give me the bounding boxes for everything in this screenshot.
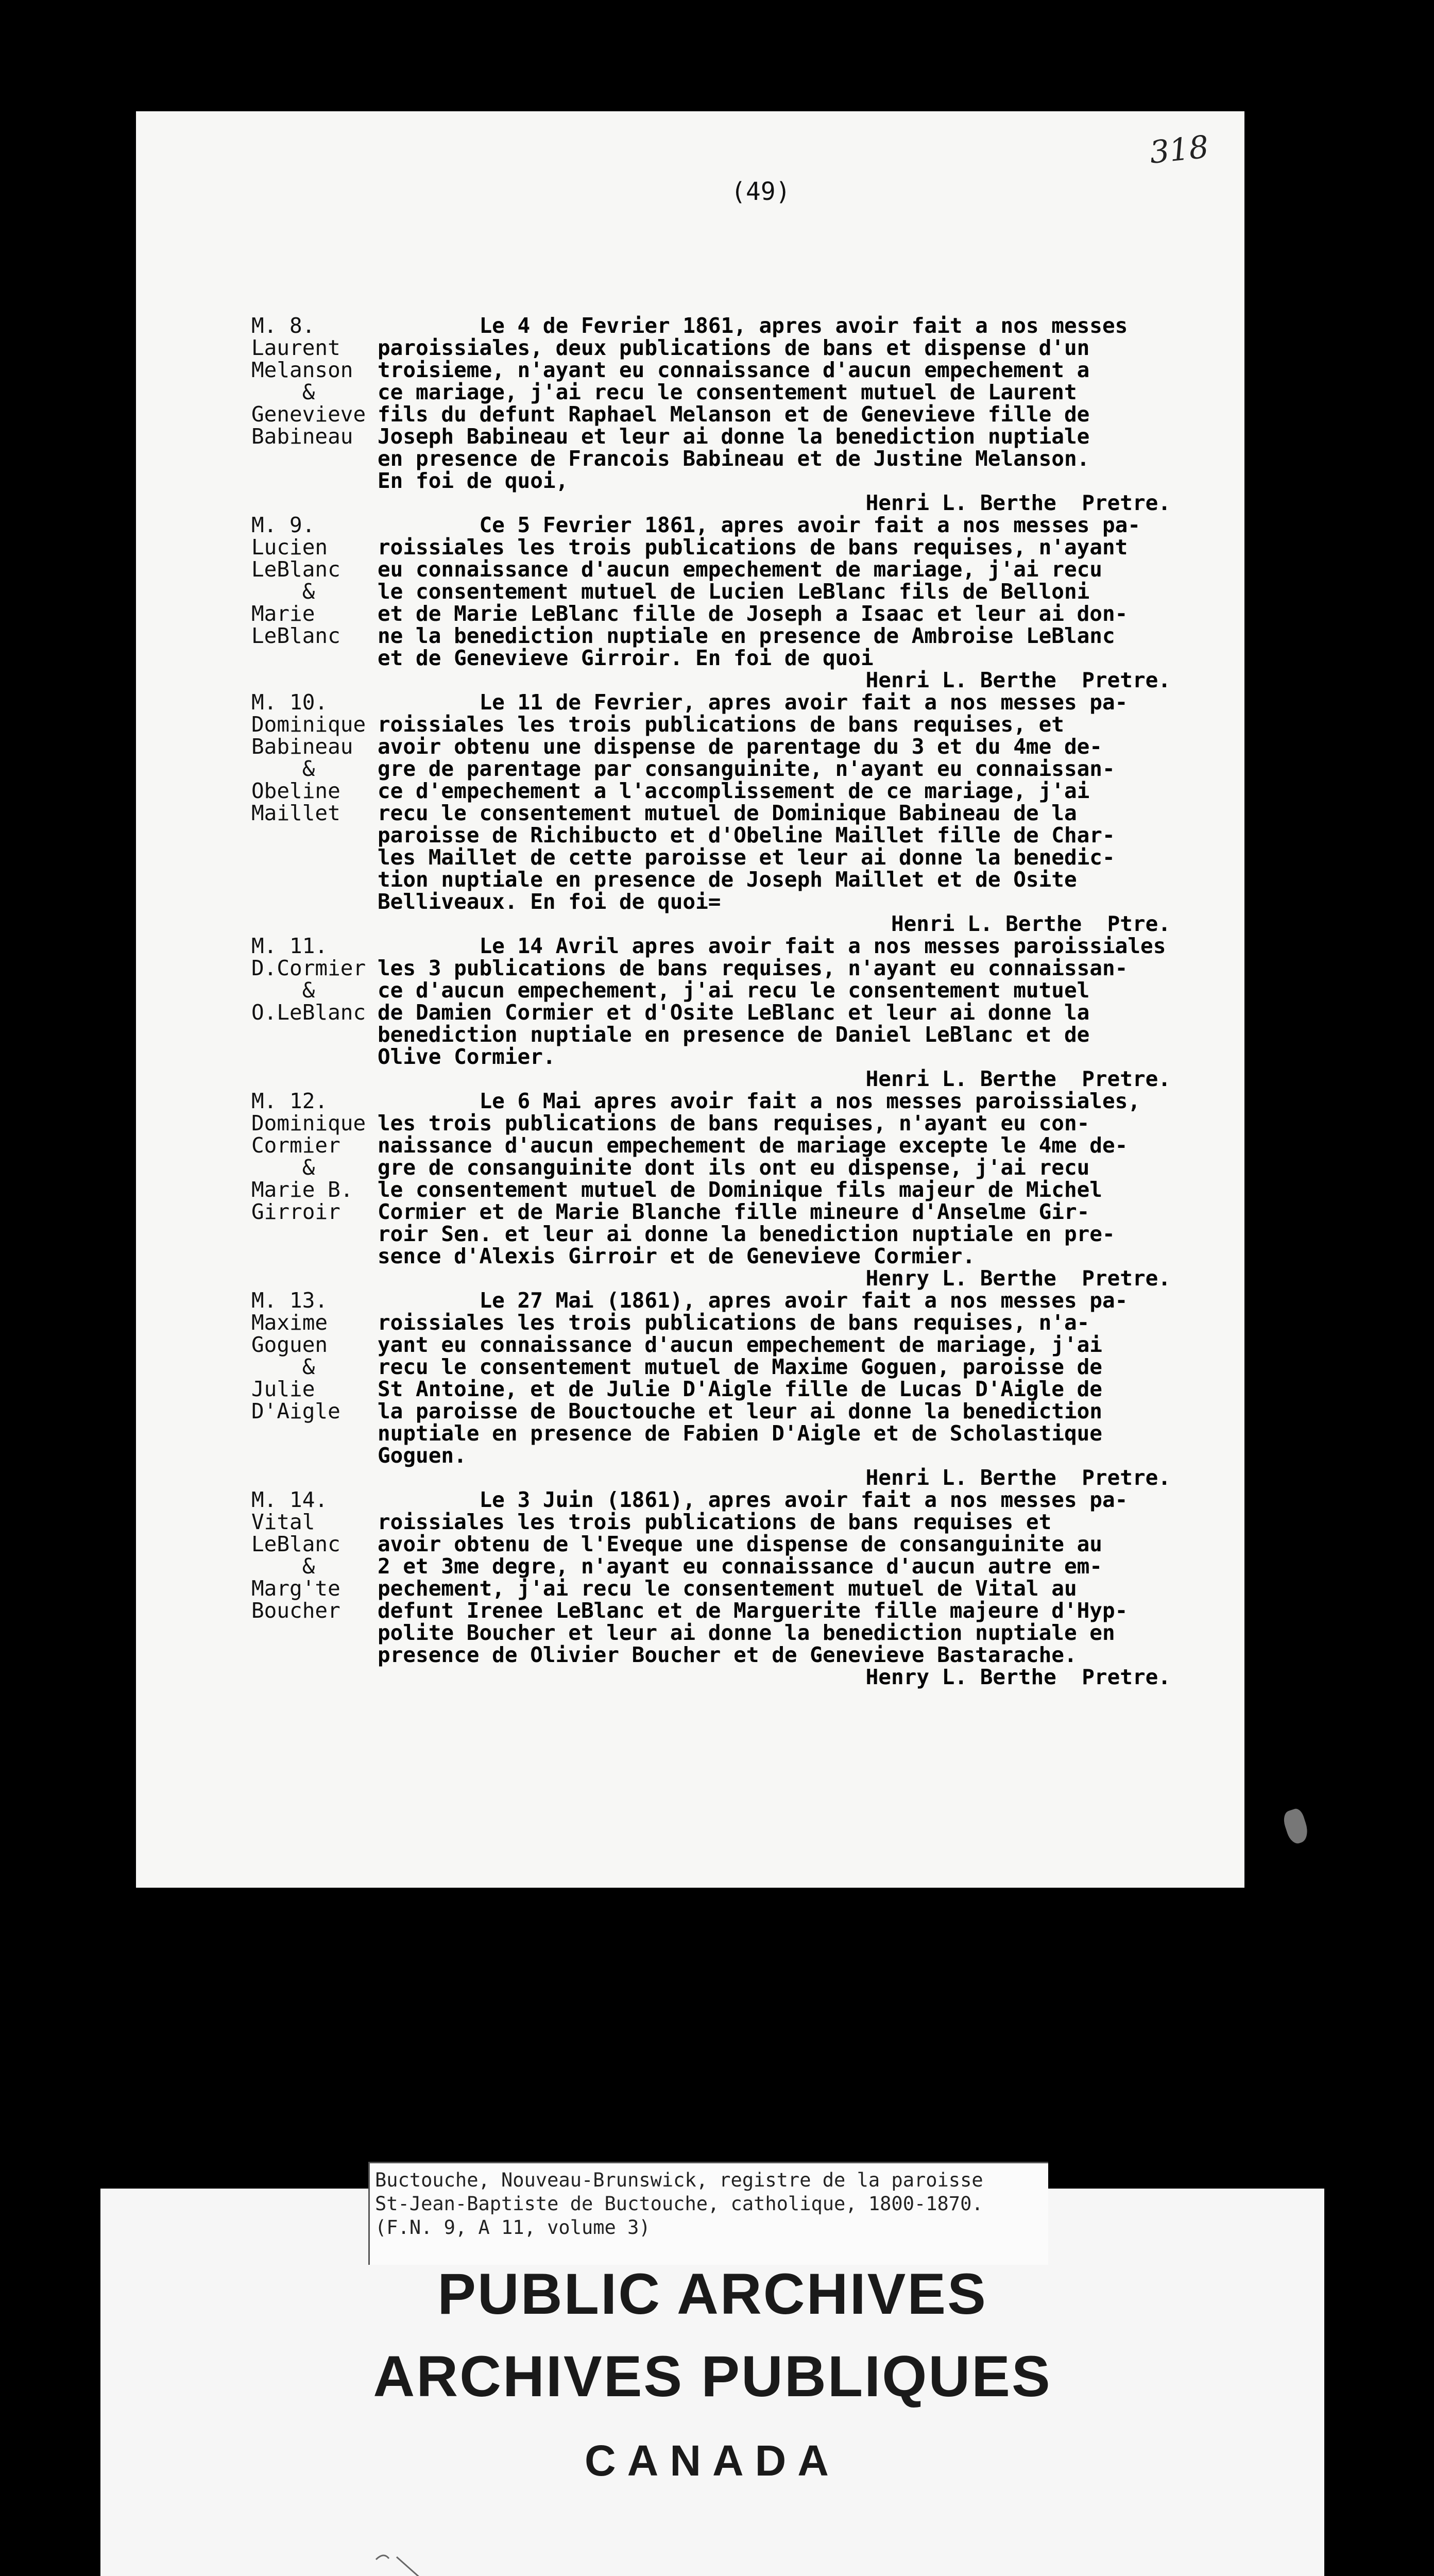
entry-text — [378, 315, 1230, 514]
text-line: ne la benediction nuptiale en presence de Ambroise LeBlanc — [378, 623, 1115, 648]
entry-margin-note — [251, 1489, 378, 1688]
entry-text — [378, 514, 1230, 691]
margin-line: Girroir — [251, 1199, 340, 1224]
marriage-entry — [251, 1090, 1230, 1290]
text-line: Le 4 de Fevrier 1861, apres avoir fait a nos messes — [378, 313, 1128, 338]
margin-line: Marie — [251, 601, 315, 626]
entry-text — [378, 691, 1230, 935]
margin-line: & — [251, 1155, 315, 1180]
text-line: ce d'aucun empechement, j'ai recu le consentement mutuel — [378, 978, 1090, 1003]
text-line: et de Marie LeBlanc fille de Joseph a Isaac et leur ai don- — [378, 601, 1128, 626]
text-line: les 3 publications de bans requises, n'ayant eu connaissan- — [378, 956, 1128, 980]
text-line: roissiales les trois publications de bans requises, n'a- — [378, 1310, 1090, 1335]
label-line: Buctouche, Nouveau-Brunswick, registre de la paroisse — [375, 2169, 983, 2191]
text-line: paroisse de Richibucto et d'Obeline Maillet fille de Char- — [378, 823, 1115, 848]
margin-line: Genevieve — [251, 402, 366, 427]
margin-line: Vital — [251, 1510, 315, 1534]
margin-line: M. 12. — [251, 1089, 328, 1113]
text-line: eu connaissance d'aucun empechement de mariage, j'ai recu — [378, 557, 1102, 582]
margin-line: Marie B. — [251, 1177, 353, 1202]
text-line: roissiales les trois publications de bans requises, et — [378, 712, 1064, 737]
text-line: Ce 5 Fevrier 1861, apres avoir fait a nos messes pa- — [378, 513, 1141, 537]
margin-line: M. 11. — [251, 934, 328, 958]
text-line: En foi de quoi, — [378, 468, 569, 493]
margin-line: & — [251, 1354, 315, 1379]
text-line: recu le consentement mutuel de Maxime Goguen, paroisse de — [378, 1354, 1102, 1379]
text-line: ce mariage, j'ai recu le consentement mutuel de Laurent — [378, 380, 1077, 404]
priest-signature: Henri L. Berthe Pretre. — [865, 1066, 1171, 1091]
text-line: presence de Olivier Boucher et de Genevieve Bastarache. — [378, 1642, 1077, 1667]
text-line: gre de consanguinite dont ils ont eu dispense, j'ai recu — [378, 1155, 1090, 1180]
text-line: le consentement mutuel de Lucien LeBlanc fils de Belloni — [378, 579, 1090, 604]
text-line: Le 3 Juin (1861), apres avoir fait a nos messes pa- — [378, 1487, 1128, 1512]
marriage-entry — [251, 315, 1230, 514]
text-line: defunt Irenee LeBlanc et de Marguerite fille majeure d'Hyp- — [378, 1598, 1128, 1623]
text-line: Goguen. — [378, 1443, 467, 1468]
text-line: naissance d'aucun empechement de mariage excepte le 4me de- — [378, 1133, 1128, 1158]
marriage-entry — [251, 1290, 1230, 1489]
text-line: avoir obtenu de l'Eveque une dispense de consanguinite au — [378, 1532, 1102, 1556]
priest-signature: Henri L. Berthe Pretre. — [865, 490, 1171, 515]
register-page — [136, 111, 1244, 1888]
marriage-entry — [251, 1489, 1230, 1688]
text-line: Le 11 de Fevrier, apres avoir fait a nos messes pa- — [378, 690, 1128, 715]
margin-line: Dominique — [251, 712, 366, 737]
margin-line: D'Aigle — [251, 1399, 340, 1423]
canada-title: CANADA — [585, 2436, 840, 2485]
text-line: 2 et 3me degre, n'ayant eu connaissance d'aucun autre em- — [378, 1554, 1102, 1579]
entry-margin-note — [251, 691, 378, 935]
margin-line: LeBlanc — [251, 623, 340, 648]
margin-line: Dominique — [251, 1111, 366, 1136]
text-line: paroissiales, deux publications de bans et dispense d'un — [378, 335, 1090, 360]
margin-line: Babineau — [251, 734, 353, 759]
entry-text — [378, 1489, 1230, 1688]
margin-line: & — [251, 756, 315, 781]
text-line: troisieme, n'ayant eu connaissance d'aucun empechement a — [378, 358, 1090, 382]
margin-line: Melanson — [251, 358, 353, 382]
entry-text — [378, 935, 1230, 1090]
text-line: ce d'empechement a l'accomplissement de ce mariage, j'ai — [378, 778, 1090, 803]
text-line: fils du defunt Raphael Melanson et de Genevieve fille de — [378, 402, 1090, 427]
margin-line: Laurent — [251, 335, 340, 360]
label-line: (F.N. 9, A 11, volume 3) — [375, 2216, 651, 2239]
text-line: recu le consentement mutuel de Dominique Babineau de la — [378, 801, 1077, 825]
text-line: yant eu connaissance d'aucun empechement de mariage, j'ai — [378, 1332, 1102, 1357]
text-line: Le 14 Avril apres avoir fait a nos messes paroissiales — [378, 934, 1166, 958]
priest-signature: Henri L. Berthe Pretre. — [865, 1465, 1171, 1490]
text-line: avoir obtenu une dispense de parentage du 3 et du 4me de- — [378, 734, 1102, 759]
text-line: benediction nuptiale en presence de Daniel LeBlanc et de — [378, 1022, 1090, 1047]
margin-line: M. 10. — [251, 690, 328, 715]
public-archives-title: PUBLIC ARCHIVES — [437, 2262, 987, 2326]
text-line: Cormier et de Marie Blanche fille mineure d'Anselme Gir- — [378, 1199, 1090, 1224]
text-line: les Maillet de cette paroisse et leur ai donne la benedic- — [378, 845, 1115, 870]
entry-margin-note — [251, 315, 378, 514]
label-line: St-Jean-Baptiste de Buctouche, catholique, 1800-1870. — [375, 2193, 983, 2215]
text-line: en presence de Francois Babineau et de Justine Melanson. — [378, 446, 1090, 471]
margin-line: M. 9. — [251, 513, 315, 537]
margin-line: Maillet — [251, 801, 340, 825]
archives-card — [100, 2169, 1324, 2576]
margin-line: Cormier — [251, 1133, 340, 1158]
margin-line: D.Cormier — [251, 956, 366, 980]
text-line: roir Sen. et leur ai donne la benediction nuptiale en pre- — [378, 1222, 1115, 1246]
catalog-label — [368, 2162, 1048, 2265]
entry-margin-note — [251, 1290, 378, 1489]
text-line: Joseph Babineau et leur ai donne la benediction nuptiale — [378, 424, 1090, 449]
text-line: le consentement mutuel de Dominique fils majeur de Michel — [378, 1177, 1102, 1202]
margin-line: Marg'te — [251, 1576, 340, 1601]
margin-line: & — [251, 579, 315, 604]
priest-signature: Henry L. Berthe Pretre. — [865, 1665, 1171, 1689]
margin-line: LeBlanc — [251, 1532, 340, 1556]
folio-number: 318 — [1148, 129, 1210, 171]
text-line: pechement, j'ai recu le consentement mutuel de Vital au — [378, 1576, 1077, 1601]
margin-line: & — [251, 978, 315, 1003]
priest-signature: Henri L. Berthe Pretre. — [865, 668, 1171, 692]
text-line: et de Genevieve Girroir. En foi de quoi — [378, 646, 874, 670]
text-line: de Damien Cormier et d'Osite LeBlanc et leur ai donne la — [378, 1000, 1090, 1025]
text-line: roissiales les trois publications de bans requises, n'ayant — [378, 535, 1128, 560]
text-line: sence d'Alexis Girroir et de Genevieve Cormier. — [378, 1244, 976, 1268]
entry-text — [378, 1290, 1230, 1489]
margin-line: Maxime — [251, 1310, 328, 1335]
priest-signature: Henri L. Berthe Ptre. — [891, 911, 1171, 936]
page-number: (49) — [731, 177, 791, 206]
ink-blot — [1281, 1807, 1311, 1845]
margin-line: Obeline — [251, 778, 340, 803]
text-line: Belliveaux. En foi de quoi= — [378, 889, 721, 914]
margin-line: Julie — [251, 1377, 315, 1401]
margin-line: Goguen — [251, 1332, 328, 1357]
entry-margin-note — [251, 935, 378, 1090]
entry-margin-note — [251, 514, 378, 691]
text-line: nuptiale en presence de Fabien D'Aigle et de Scholastique — [378, 1421, 1102, 1446]
marriage-entry — [251, 514, 1230, 691]
marriage-entry — [251, 935, 1230, 1090]
archives-publiques-title: ARCHIVES PUBLIQUES — [373, 2344, 1052, 2409]
text-line: roissiales les trois publications de bans requises et — [378, 1510, 1052, 1534]
text-line: Le 27 Mai (1861), apres avoir fait a nos messes pa- — [378, 1288, 1128, 1313]
text-line: gre de parentage par consanguinite, n'ayant eu connaissan- — [378, 756, 1115, 781]
pencil-mark — [373, 2549, 456, 2576]
margin-line: O.LeBlanc — [251, 1000, 366, 1025]
text-line: tion nuptiale en presence de Joseph Maillet et de Osite — [378, 867, 1077, 892]
margin-line: M. 14. — [251, 1487, 328, 1512]
text-line: la paroisse de Bouctouche et leur ai donne la benediction — [378, 1399, 1102, 1423]
margin-line: Lucien — [251, 535, 328, 560]
text-line: Olive Cormier. — [378, 1044, 556, 1069]
marriage-entry — [251, 691, 1230, 935]
margin-line: & — [251, 380, 315, 404]
text-line: polite Boucher et leur ai donne la benediction nuptiale en — [378, 1620, 1115, 1645]
margin-line: M. 13. — [251, 1288, 328, 1313]
margin-line: & — [251, 1554, 315, 1579]
text-line: Le 6 Mai apres avoir fait a nos messes paroissiales, — [378, 1089, 1141, 1113]
entry-margin-note — [251, 1090, 378, 1290]
margin-line: Babineau — [251, 424, 353, 449]
text-line: St Antoine, et de Julie D'Aigle fille de Lucas D'Aigle de — [378, 1377, 1102, 1401]
margin-line: Boucher — [251, 1598, 340, 1623]
entry-text — [378, 1090, 1230, 1290]
text-line: les trois publications de bans requises, n'ayant eu con- — [378, 1111, 1090, 1136]
priest-signature: Henry L. Berthe Pretre. — [865, 1266, 1171, 1291]
margin-line: LeBlanc — [251, 557, 340, 582]
marriage-entries — [251, 315, 1230, 1688]
margin-line: M. 8. — [251, 313, 315, 338]
